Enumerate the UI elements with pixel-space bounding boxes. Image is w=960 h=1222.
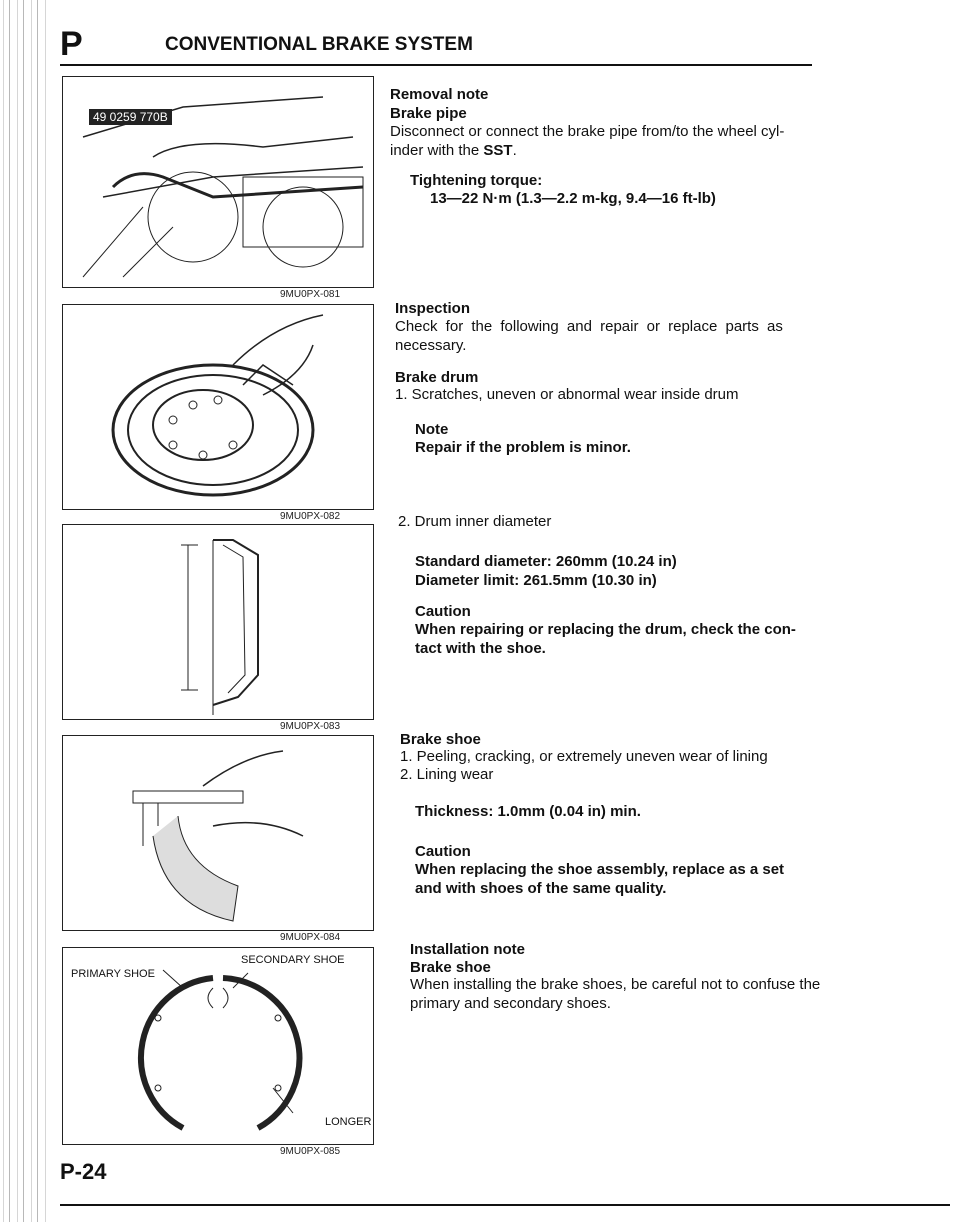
scan-binding-edge: [0, 0, 48, 1222]
text: .: [512, 142, 517, 159]
primary-shoe-label: PRIMARY SHOE: [71, 968, 155, 980]
page-number: P-24: [60, 1159, 107, 1184]
figure-brake-pipe: [62, 76, 374, 288]
drum-cross-section-illustration: [63, 525, 373, 719]
caution-label: Caution: [415, 843, 471, 860]
brake-pipe-heading: Brake pipe: [390, 105, 467, 122]
brake-shoe-heading: Brake shoe: [410, 959, 491, 976]
caution-text: tact with the shoe.: [415, 640, 546, 657]
shoe-caliper-illustration: [63, 736, 373, 930]
caution-text: When replacing the shoe assembly, replace as a set: [415, 861, 785, 878]
footer-rule: [60, 1204, 950, 1206]
spec-value: Thickness: 1.0mm (0.04 in) min.: [415, 803, 641, 820]
brake-drum-heading: Brake drum: [395, 369, 479, 386]
torque-value: 13—22 N·m (1.3—2.2 m-kg, 9.4—16 ft-lb): [430, 190, 716, 207]
figure-caption: 9MU0PX-085: [280, 1146, 341, 1157]
figure-caption: 9MU0PX-081: [280, 289, 341, 300]
installation-heading: Installation note: [410, 941, 526, 958]
figure-lining-thickness: [62, 735, 374, 931]
secondary-shoe-label: SECONDARY SHOE: [241, 954, 345, 966]
caution-text: and with shoes of the same quality.: [415, 880, 667, 897]
figure-caption: 9MU0PX-083: [280, 721, 341, 732]
body-text: [390, 142, 517, 160]
note-label: Note: [415, 421, 449, 438]
caution-label: Caution: [415, 603, 471, 620]
note-text: Repair if the problem is minor.: [415, 439, 631, 456]
list-item: 1. Peeling, cracking, or extremely uneven wear of lining: [400, 748, 768, 765]
figure-caption: 9MU0PX-084: [280, 932, 341, 943]
caution-text: When repairing or replacing the drum, check the con-: [415, 621, 796, 638]
list-item: 1. Scratches, uneven or abnormal wear inside drum: [395, 386, 739, 403]
text: inder with the: [390, 142, 484, 159]
figure-brake-shoes: [62, 947, 374, 1145]
brake-shoe-heading: Brake shoe: [400, 731, 481, 748]
sst-term: SST: [483, 142, 513, 159]
figure-brake-drum: [62, 304, 374, 510]
spec-value: Standard diameter: 260mm (10.24 in): [415, 553, 677, 570]
body-text: necessary.: [395, 337, 467, 354]
torque-label: Tightening torque:: [410, 172, 543, 189]
inspection-heading: Inspection: [395, 300, 471, 317]
page-title: CONVENTIONAL BRAKE SYSTEM: [165, 34, 473, 55]
header-rule: [60, 64, 812, 66]
spec-value: Diameter limit: 261.5mm (10.30 in): [415, 572, 657, 589]
section-letter: P: [60, 25, 83, 63]
body-text: Disconnect or connect the brake pipe from/to the wheel cyl-: [390, 123, 785, 140]
list-item: 2. Drum inner diameter: [398, 513, 552, 530]
figure-caption: 9MU0PX-082: [280, 511, 341, 522]
longer-label: LONGER: [325, 1116, 372, 1128]
body-text: When installing the brake shoes, be careful not to confuse the: [410, 976, 821, 993]
brake-drum-illustration: [63, 305, 373, 509]
body-text: Check for the following and repair or replace parts as: [395, 318, 783, 335]
list-item: 2. Lining wear: [400, 766, 494, 783]
body-text: primary and secondary shoes.: [410, 995, 611, 1012]
removal-heading: Removal note: [390, 86, 489, 103]
sst-tool-label: 49 0259 770B: [89, 109, 172, 125]
figure-drum-diameter: [62, 524, 374, 720]
